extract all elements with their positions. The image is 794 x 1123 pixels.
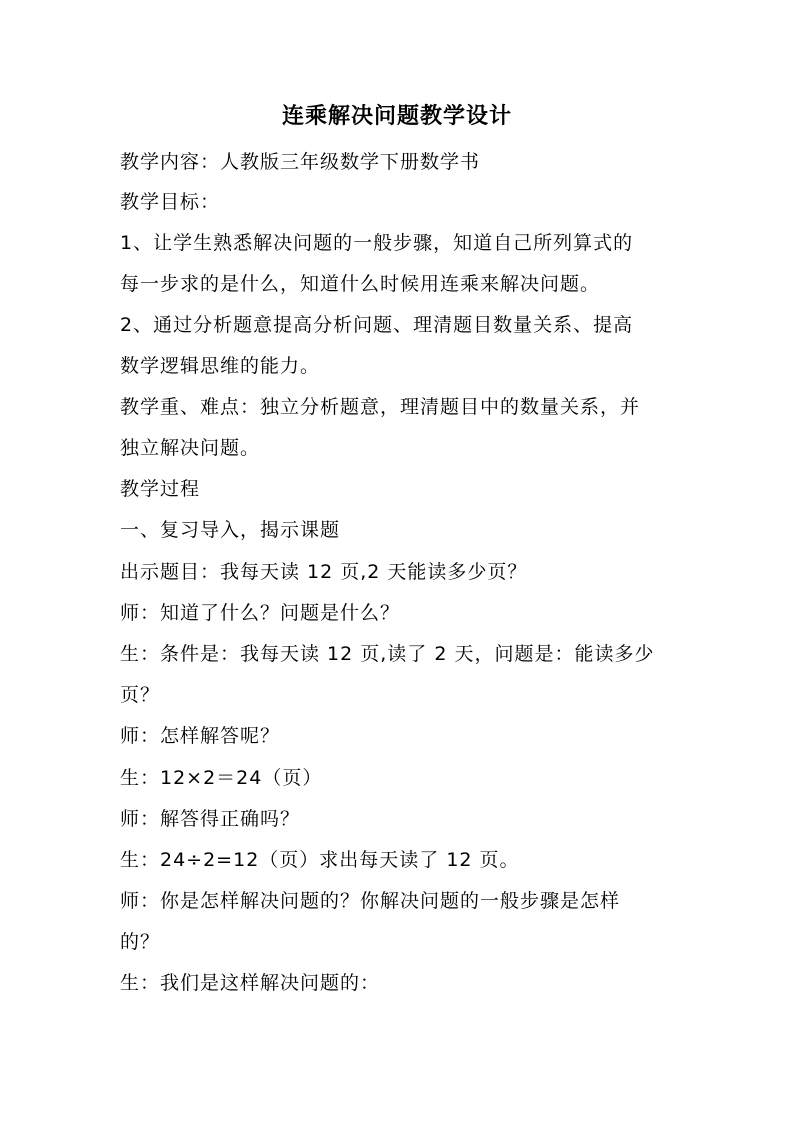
teaching-content: 教学内容：人教版三年级数学下册数学书: [120, 151, 481, 173]
dialogue-line: 生：我们是这样解决问题的：: [120, 972, 381, 994]
teaching-goals-heading: 教学目标：: [120, 191, 221, 213]
dialogue-line: 师：解答得正确吗？: [120, 808, 301, 830]
dialogue-line-continued: 的？: [120, 931, 161, 953]
goal-1-line-1: 1、让学生熟悉解决问题的一般步骤，知道自己所列算式的: [120, 232, 634, 254]
dialogue-line: 生：条件是：我每天读 12 页,读了 2 天，问题是：能读多少: [120, 643, 655, 665]
goal-1-line-2: 每一步求的是什么，知道什么时候用连乘来解决问题。: [120, 273, 601, 295]
key-points-line-1: 教学重、难点：独立分析题意，理清题目中的数量关系，并: [120, 396, 641, 418]
dialogue-line: 师：怎样解答呢？: [120, 725, 281, 747]
problem-text: 出示题目：我每天读 12 页,2 天能读多少页？: [120, 561, 528, 583]
teaching-process-heading: 教学过程: [120, 478, 201, 500]
dialogue-line: 师：知道了什么？问题是什么？: [120, 602, 401, 624]
dialogue-line: 生：24÷2=12（页）求出每天读了 12 页。: [120, 849, 520, 871]
section-1-heading: 一、复习导入，揭示课题: [120, 519, 341, 541]
goal-2-line-1: 2、通过分析题意提高分析问题、理清题目数量关系、提高: [120, 314, 634, 336]
key-points-line-2: 独立解决问题。: [120, 437, 261, 459]
dialogue-line-continued: 页？: [120, 684, 161, 706]
goal-2-line-2: 数学逻辑思维的能力。: [120, 355, 321, 377]
dialogue-line: 师：你是怎样解决问题的？你解决问题的一般步骤是怎样: [120, 890, 621, 912]
dialogue-line: 生：12×2＝24（页）: [120, 767, 323, 789]
document-title: 连乘解决问题教学设计: [281, 104, 512, 129]
